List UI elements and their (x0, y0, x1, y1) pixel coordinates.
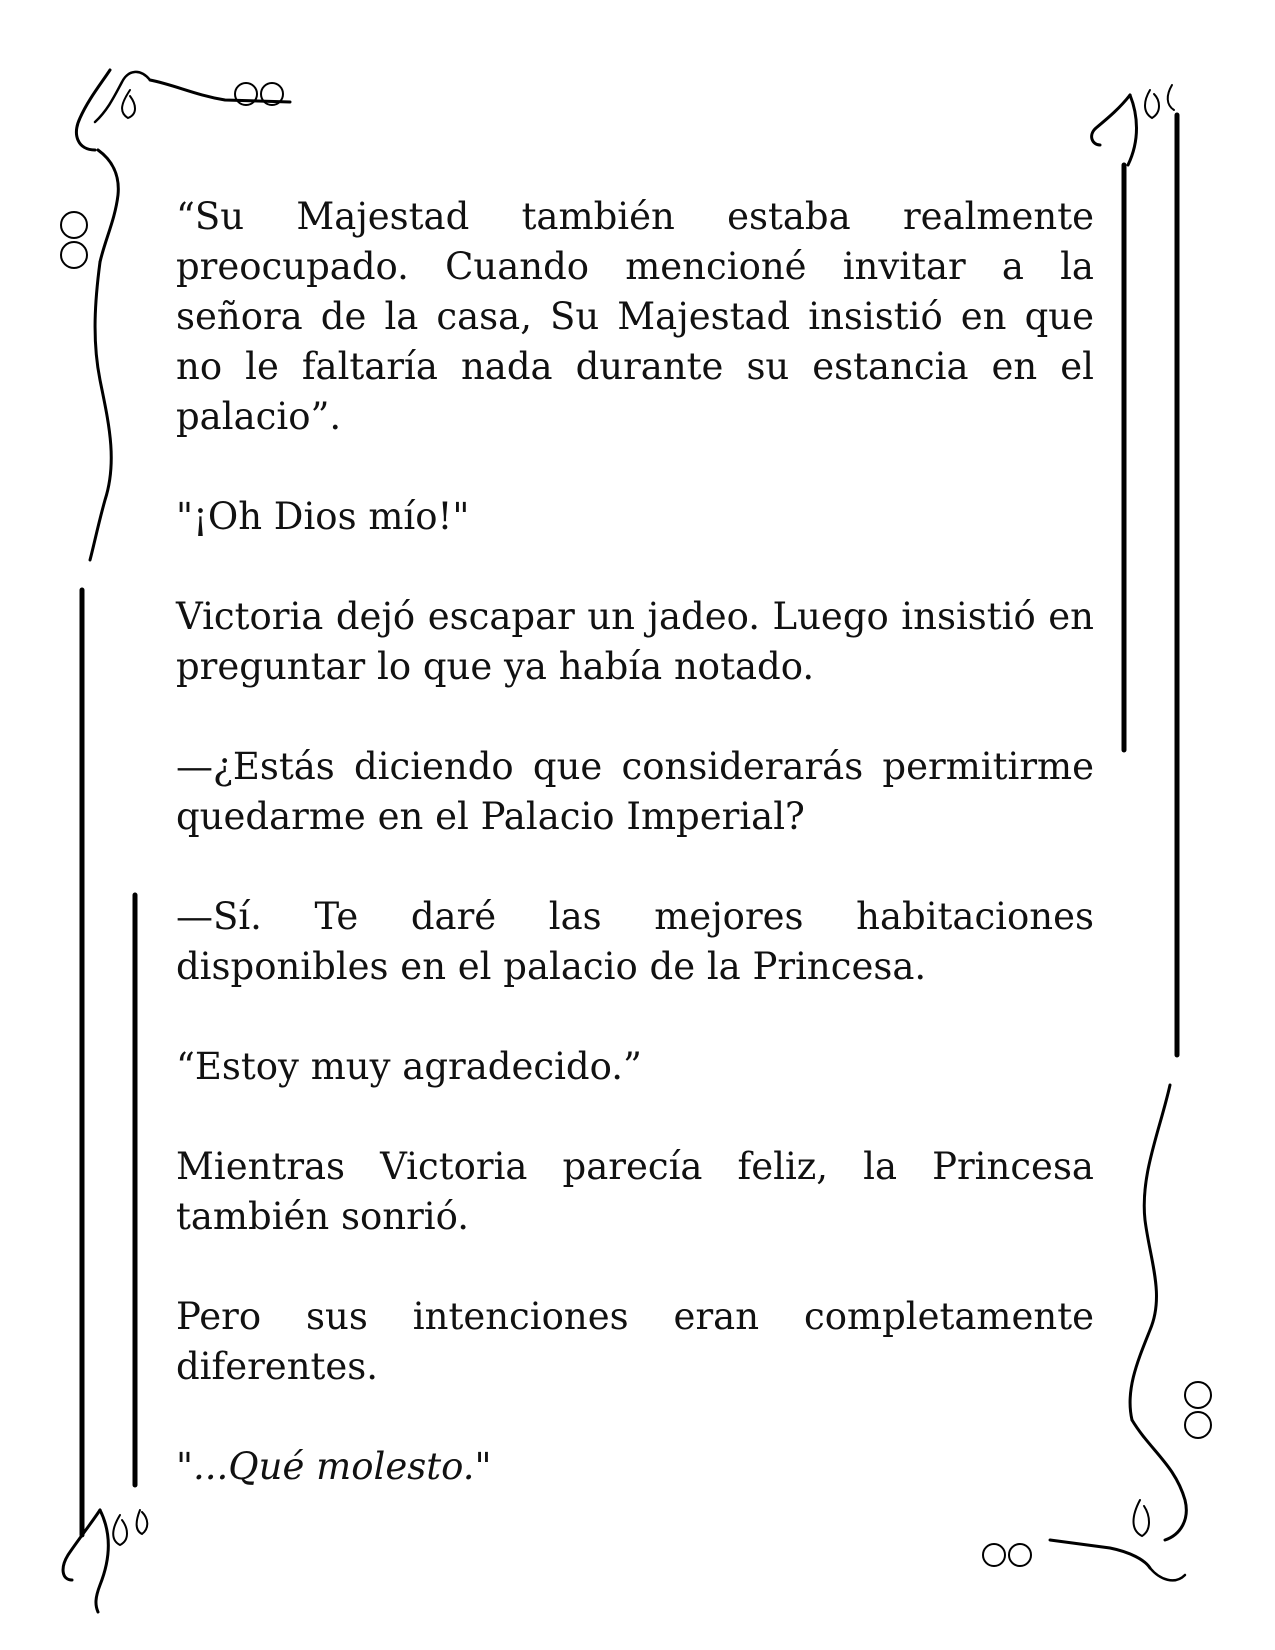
flourish-top-right (1092, 85, 1174, 165)
paragraph: Victoria dejó escapar un jadeo. Luego insistió en preguntar lo que ya había notado. (176, 595, 1094, 688)
paragraph: —¿Estás diciendo que considerarás permitirme quedarme en el Palacio Imperial? (176, 745, 1094, 838)
paragraph: Mientras Victoria parecía feliz, la Princesa también sonrió. (176, 1145, 1094, 1238)
story-text (176, 192, 1094, 1492)
closing-italic-line: "...Qué molesto." (176, 1445, 492, 1488)
paragraph: “Su Majestad también estaba realmente preocupado. Cuando mencioné invitar a la señora de la casa, Su Majestad insistió en que no le faltaría nada durante su estancia en el palacio”. (176, 195, 1094, 438)
paragraph: —Sí. Te daré las mejores habitaciones disponibles en el palacio de la Princesa. (176, 895, 1094, 988)
paragraph: "¡Oh Dios mío!" (176, 495, 470, 538)
paragraph: “Estoy muy agradecido.” (176, 1045, 642, 1088)
paragraph: Pero sus intenciones eran completamente diferentes. (176, 1295, 1094, 1388)
flourish-bottom-left (63, 1510, 147, 1612)
